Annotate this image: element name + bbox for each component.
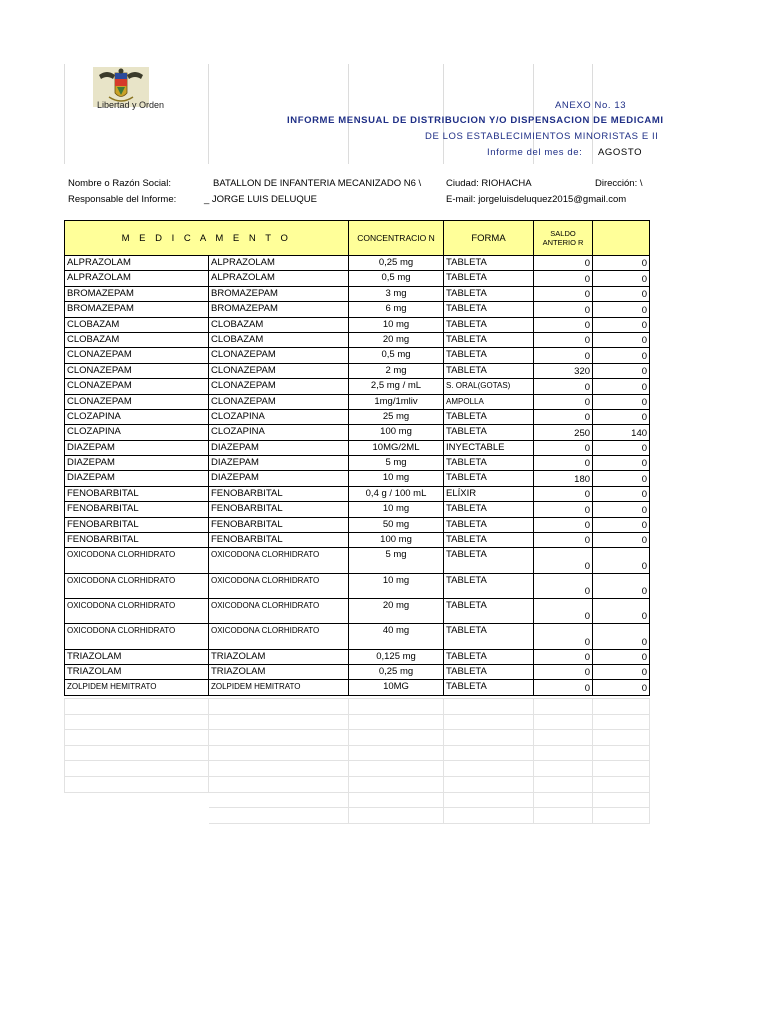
empty-cell xyxy=(444,699,534,715)
cell-form: TABLETA xyxy=(444,665,534,680)
table-row xyxy=(65,502,650,517)
cell-concentration: 1mg/1mliv xyxy=(349,394,444,409)
cell-form: TABLETA xyxy=(444,599,534,624)
report-title: INFORME MENSUAL DE DISTRIBUCION Y/O DISPENSACION DE MEDICAMI xyxy=(287,115,664,126)
empty-cell xyxy=(593,714,650,730)
cell-generic-name: FENOBARBITAL xyxy=(209,517,349,532)
table-row xyxy=(65,348,650,363)
cell-value: 0 xyxy=(593,332,650,347)
cell-concentration: 0,5 mg xyxy=(349,348,444,363)
cell-saldo-anterior: 250 xyxy=(534,425,593,440)
cell-form: TABLETA xyxy=(444,256,534,271)
cell-form: TABLETA xyxy=(444,548,534,573)
cell-generic-name: OXICODONA CLORHIDRATO xyxy=(209,548,349,573)
empty-cell xyxy=(65,792,209,808)
table-row xyxy=(65,332,650,347)
cell-saldo-anterior: 0 xyxy=(534,649,593,664)
cell-saldo-anterior: 0 xyxy=(534,409,593,424)
cell-form: TABLETA xyxy=(444,471,534,486)
cell-concentration: 10 mg xyxy=(349,502,444,517)
cell-value: 0 xyxy=(593,286,650,301)
empty-cell xyxy=(444,761,534,777)
cell-medicamento: DIAZEPAM xyxy=(65,440,209,455)
cell-medicamento: CLOZAPINA xyxy=(65,425,209,440)
cell-form: TABLETA xyxy=(444,502,534,517)
cell-saldo-anterior: 0 xyxy=(534,573,593,598)
cell-generic-name: FENOBARBITAL xyxy=(209,533,349,548)
cell-saldo-anterior: 0 xyxy=(534,271,593,286)
empty-cell xyxy=(534,745,593,761)
cell-form: TABLETA xyxy=(444,680,534,695)
cell-saldo-anterior: 0 xyxy=(534,517,593,532)
cell-value: 0 xyxy=(593,348,650,363)
cell-saldo-anterior: 0 xyxy=(534,533,593,548)
empty-row xyxy=(65,714,650,730)
table-row xyxy=(65,486,650,501)
cell-concentration: 10 mg xyxy=(349,317,444,332)
cell-form: TABLETA xyxy=(444,649,534,664)
cell-value: 140 xyxy=(593,425,650,440)
empty-row xyxy=(65,776,650,792)
cell-generic-name: OXICODONA CLORHIDRATO xyxy=(209,624,349,649)
cell-generic-name: CLOBAZAM xyxy=(209,332,349,347)
table-row xyxy=(65,409,650,424)
empty-cell xyxy=(534,792,593,808)
cell-value: 0 xyxy=(593,486,650,501)
empty-cell xyxy=(209,714,349,730)
header-concentracion: CONCENTRACIO N xyxy=(349,221,444,256)
cell-value: 0 xyxy=(593,665,650,680)
empty-cell xyxy=(444,714,534,730)
header-forma: FORMA xyxy=(444,221,534,256)
empty-cell xyxy=(65,808,209,824)
header-blank xyxy=(593,221,650,256)
cell-medicamento: CLOZAPINA xyxy=(65,409,209,424)
cell-generic-name: TRIAZOLAM xyxy=(209,649,349,664)
grid-line xyxy=(348,64,349,164)
empty-cell xyxy=(444,792,534,808)
cell-concentration: 40 mg xyxy=(349,624,444,649)
empty-cell xyxy=(65,714,209,730)
cell-concentration: 5 mg xyxy=(349,456,444,471)
empty-cell xyxy=(65,745,209,761)
cell-medicamento: FENOBARBITAL xyxy=(65,486,209,501)
table-row xyxy=(65,624,650,649)
cell-generic-name: ALPRAZOLAM xyxy=(209,271,349,286)
cell-concentration: 2,5 mg / mL xyxy=(349,379,444,394)
empty-cell xyxy=(534,776,593,792)
empty-cell xyxy=(349,745,444,761)
cell-saldo-anterior: 0 xyxy=(534,286,593,301)
cell-form: TABLETA xyxy=(444,409,534,424)
table-row xyxy=(65,271,650,286)
report-subtitle: DE LOS ESTABLECIMIENTOS MINORISTAS E II xyxy=(425,131,659,142)
cell-concentration: 10 mg xyxy=(349,471,444,486)
table-row xyxy=(65,317,650,332)
cell-saldo-anterior: 180 xyxy=(534,471,593,486)
cell-medicamento: BROMAZEPAM xyxy=(65,302,209,317)
empty-cell xyxy=(534,714,593,730)
cell-value: 0 xyxy=(593,456,650,471)
cell-form: TABLETA xyxy=(444,517,534,532)
email-field: E-mail: jorgeluisdeluquez2015@gmail.com xyxy=(446,194,627,205)
cell-medicamento: CLONAZEPAM xyxy=(65,394,209,409)
cell-saldo-anterior: 320 xyxy=(534,363,593,378)
cell-value: 0 xyxy=(593,649,650,664)
table-row xyxy=(65,599,650,624)
cell-medicamento: CLONAZEPAM xyxy=(65,348,209,363)
table-row xyxy=(65,548,650,573)
table-header-row xyxy=(65,221,650,256)
cell-medicamento: FENOBARBITAL xyxy=(65,517,209,532)
cell-saldo-anterior: 0 xyxy=(534,680,593,695)
cell-medicamento: OXICODONA CLORHIDRATO xyxy=(65,548,209,573)
cell-saldo-anterior: 0 xyxy=(534,332,593,347)
cell-medicamento: CLONAZEPAM xyxy=(65,363,209,378)
cell-medicamento: CLOBAZAM xyxy=(65,332,209,347)
cell-value: 0 xyxy=(593,573,650,598)
cell-value: 0 xyxy=(593,256,650,271)
cell-concentration: 20 mg xyxy=(349,332,444,347)
cell-medicamento: DIAZEPAM xyxy=(65,456,209,471)
cell-concentration: 0,4 g / 100 mL xyxy=(349,486,444,501)
empty-row xyxy=(65,730,650,746)
cell-value: 0 xyxy=(593,409,650,424)
cell-form: TABLETA xyxy=(444,332,534,347)
empty-cell xyxy=(209,761,349,777)
cell-generic-name: DIAZEPAM xyxy=(209,456,349,471)
cell-form: TABLETA xyxy=(444,624,534,649)
cell-value: 0 xyxy=(593,379,650,394)
cell-medicamento: DIAZEPAM xyxy=(65,471,209,486)
empty-cell xyxy=(209,808,349,824)
cell-form: TABLETA xyxy=(444,425,534,440)
cell-value: 0 xyxy=(593,394,650,409)
cell-generic-name: OXICODONA CLORHIDRATO xyxy=(209,599,349,624)
empty-cell xyxy=(444,730,534,746)
header-medicamento: M E D I C A M E N T O xyxy=(65,221,349,256)
cell-form: TABLETA xyxy=(444,533,534,548)
grid-line xyxy=(443,64,444,164)
cell-form: TABLETA xyxy=(444,302,534,317)
cell-value: 0 xyxy=(593,517,650,532)
empty-cell xyxy=(444,776,534,792)
table-row xyxy=(65,425,650,440)
empty-cell xyxy=(349,699,444,715)
cell-generic-name: CLONAZEPAM xyxy=(209,379,349,394)
table-row xyxy=(65,256,650,271)
cell-generic-name: TRIAZOLAM xyxy=(209,665,349,680)
responsible-label: Responsable del Informe: xyxy=(68,194,177,205)
cell-value: 0 xyxy=(593,502,650,517)
business-name-value: BATALLON DE INFANTERIA MECANIZADO N6 \ xyxy=(213,178,422,189)
table-row xyxy=(65,533,650,548)
empty-cell xyxy=(349,808,444,824)
cell-form: TABLETA xyxy=(444,363,534,378)
cell-concentration: 0,125 mg xyxy=(349,649,444,664)
responsible-value: _ JORGE LUIS DELUQUE xyxy=(204,194,317,205)
motto-text: Libertad y Orden xyxy=(97,100,165,110)
empty-cell xyxy=(65,776,209,792)
empty-row xyxy=(65,699,650,715)
empty-cell xyxy=(593,792,650,808)
cell-saldo-anterior: 0 xyxy=(534,348,593,363)
empty-cell xyxy=(209,776,349,792)
table-row xyxy=(65,680,650,695)
month-label: Informe del mes de: xyxy=(487,147,583,158)
empty-cell xyxy=(444,745,534,761)
cell-generic-name: CLOZAPINA xyxy=(209,425,349,440)
cell-saldo-anterior: 0 xyxy=(534,548,593,573)
cell-generic-name: CLONAZEPAM xyxy=(209,394,349,409)
cell-generic-name: FENOBARBITAL xyxy=(209,486,349,501)
cell-value: 0 xyxy=(593,440,650,455)
cell-concentration: 100 mg xyxy=(349,533,444,548)
cell-generic-name: OXICODONA CLORHIDRATO xyxy=(209,573,349,598)
cell-saldo-anterior: 0 xyxy=(534,502,593,517)
empty-cell xyxy=(534,699,593,715)
cell-concentration: 10MG/2ML xyxy=(349,440,444,455)
cell-saldo-anterior: 0 xyxy=(534,486,593,501)
empty-row xyxy=(65,761,650,777)
cell-medicamento: OXICODONA CLORHIDRATO xyxy=(65,624,209,649)
cell-concentration: 20 mg xyxy=(349,599,444,624)
cell-form: TABLETA xyxy=(444,456,534,471)
cell-medicamento: CLONAZEPAM xyxy=(65,379,209,394)
cell-saldo-anterior: 0 xyxy=(534,302,593,317)
empty-cell xyxy=(209,730,349,746)
month-value: AGOSTO xyxy=(598,147,643,158)
table-row xyxy=(65,456,650,471)
empty-cell xyxy=(349,776,444,792)
cell-value: 0 xyxy=(593,302,650,317)
cell-medicamento: OXICODONA CLORHIDRATO xyxy=(65,599,209,624)
empty-cell xyxy=(593,761,650,777)
cell-form: S. ORAL(GOTAS) xyxy=(444,379,534,394)
empty-cell xyxy=(593,730,650,746)
cell-value: 0 xyxy=(593,548,650,573)
cell-concentration: 10 mg xyxy=(349,573,444,598)
cell-medicamento: CLOBAZAM xyxy=(65,317,209,332)
empty-row xyxy=(65,745,650,761)
cell-saldo-anterior: 0 xyxy=(534,379,593,394)
empty-cell xyxy=(65,699,209,715)
cell-concentration: 0,25 mg xyxy=(349,256,444,271)
cell-concentration: 10MG xyxy=(349,680,444,695)
empty-cell xyxy=(65,730,209,746)
empty-cell xyxy=(534,761,593,777)
cell-saldo-anterior: 0 xyxy=(534,599,593,624)
cell-medicamento: ZOLPIDEM HEMITRATO xyxy=(65,680,209,695)
cell-concentration: 6 mg xyxy=(349,302,444,317)
cell-generic-name: CLONAZEPAM xyxy=(209,348,349,363)
cell-concentration: 25 mg xyxy=(349,409,444,424)
cell-medicamento: BROMAZEPAM xyxy=(65,286,209,301)
cell-concentration: 3 mg xyxy=(349,286,444,301)
cell-saldo-anterior: 0 xyxy=(534,317,593,332)
empty-cell xyxy=(65,761,209,777)
cell-saldo-anterior: 0 xyxy=(534,624,593,649)
empty-cell xyxy=(593,776,650,792)
table-row xyxy=(65,440,650,455)
empty-cell xyxy=(349,761,444,777)
address-label: Dirección: \ xyxy=(595,178,643,189)
table-row xyxy=(65,394,650,409)
cell-value: 0 xyxy=(593,599,650,624)
empty-cell xyxy=(209,745,349,761)
cell-saldo-anterior: 0 xyxy=(534,256,593,271)
cell-saldo-anterior: 0 xyxy=(534,665,593,680)
empty-cell xyxy=(593,745,650,761)
cell-generic-name: BROMAZEPAM xyxy=(209,286,349,301)
cell-medicamento: FENOBARBITAL xyxy=(65,533,209,548)
medications-table xyxy=(64,220,650,696)
cell-generic-name: CLOBAZAM xyxy=(209,317,349,332)
cell-form: TABLETA xyxy=(444,317,534,332)
cell-generic-name: DIAZEPAM xyxy=(209,471,349,486)
cell-concentration: 5 mg xyxy=(349,548,444,573)
empty-row xyxy=(65,792,650,808)
table-row xyxy=(65,573,650,598)
table-row xyxy=(65,286,650,301)
cell-concentration: 0,25 mg xyxy=(349,665,444,680)
cell-medicamento: ALPRAZOLAM xyxy=(65,271,209,286)
cell-value: 0 xyxy=(593,271,650,286)
cell-generic-name: CLOZAPINA xyxy=(209,409,349,424)
cell-saldo-anterior: 0 xyxy=(534,394,593,409)
empty-cell xyxy=(593,808,650,824)
cell-form: TABLETA xyxy=(444,271,534,286)
empty-cell xyxy=(349,730,444,746)
header-saldo-anterior: SALDO ANTERIO R xyxy=(534,221,593,256)
table-row xyxy=(65,649,650,664)
grid-line xyxy=(64,64,65,164)
cell-value: 0 xyxy=(593,317,650,332)
table-row xyxy=(65,517,650,532)
cell-generic-name: BROMAZEPAM xyxy=(209,302,349,317)
cell-generic-name: ALPRAZOLAM xyxy=(209,256,349,271)
cell-form: TABLETA xyxy=(444,348,534,363)
cell-generic-name: FENOBARBITAL xyxy=(209,502,349,517)
empty-cell xyxy=(209,792,349,808)
cell-saldo-anterior: 0 xyxy=(534,440,593,455)
empty-cell xyxy=(534,730,593,746)
empty-cell xyxy=(534,808,593,824)
cell-medicamento: FENOBARBITAL xyxy=(65,502,209,517)
empty-cell xyxy=(593,699,650,715)
grid-line xyxy=(592,64,593,164)
cell-value: 0 xyxy=(593,624,650,649)
cell-value: 0 xyxy=(593,363,650,378)
empty-cell xyxy=(444,808,534,824)
cell-medicamento: TRIAZOLAM xyxy=(65,649,209,664)
cell-form: ELÍXIR xyxy=(444,486,534,501)
cell-form: TABLETA xyxy=(444,573,534,598)
cell-medicamento: TRIAZOLAM xyxy=(65,665,209,680)
cell-concentration: 100 mg xyxy=(349,425,444,440)
table-row xyxy=(65,471,650,486)
cell-generic-name: CLONAZEPAM xyxy=(209,363,349,378)
table-row xyxy=(65,302,650,317)
cell-concentration: 50 mg xyxy=(349,517,444,532)
empty-cell xyxy=(349,714,444,730)
empty-grid xyxy=(64,698,650,824)
cell-saldo-anterior: 0 xyxy=(534,456,593,471)
empty-cell xyxy=(209,699,349,715)
business-name-label: Nombre o Razón Social: xyxy=(68,178,171,189)
grid-line xyxy=(208,64,209,164)
table-row xyxy=(65,363,650,378)
cell-medicamento: ALPRAZOLAM xyxy=(65,256,209,271)
cell-generic-name: ZOLPIDEM HEMITRATO xyxy=(209,680,349,695)
empty-row xyxy=(65,808,650,824)
cell-concentration: 0,5 mg xyxy=(349,271,444,286)
empty-cell xyxy=(349,792,444,808)
cell-form: AMPOLLA xyxy=(444,394,534,409)
cell-value: 0 xyxy=(593,471,650,486)
cell-form: INYECTABLE xyxy=(444,440,534,455)
cell-generic-name: DIAZEPAM xyxy=(209,440,349,455)
city-field: Ciudad: RIOHACHA xyxy=(446,178,532,189)
cell-value: 0 xyxy=(593,680,650,695)
annex-number: ANEXO No. 13 xyxy=(555,100,627,111)
cell-medicamento: OXICODONA CLORHIDRATO xyxy=(65,573,209,598)
table-row xyxy=(65,665,650,680)
cell-form: TABLETA xyxy=(444,286,534,301)
cell-concentration: 2 mg xyxy=(349,363,444,378)
cell-value: 0 xyxy=(593,533,650,548)
table-row xyxy=(65,379,650,394)
